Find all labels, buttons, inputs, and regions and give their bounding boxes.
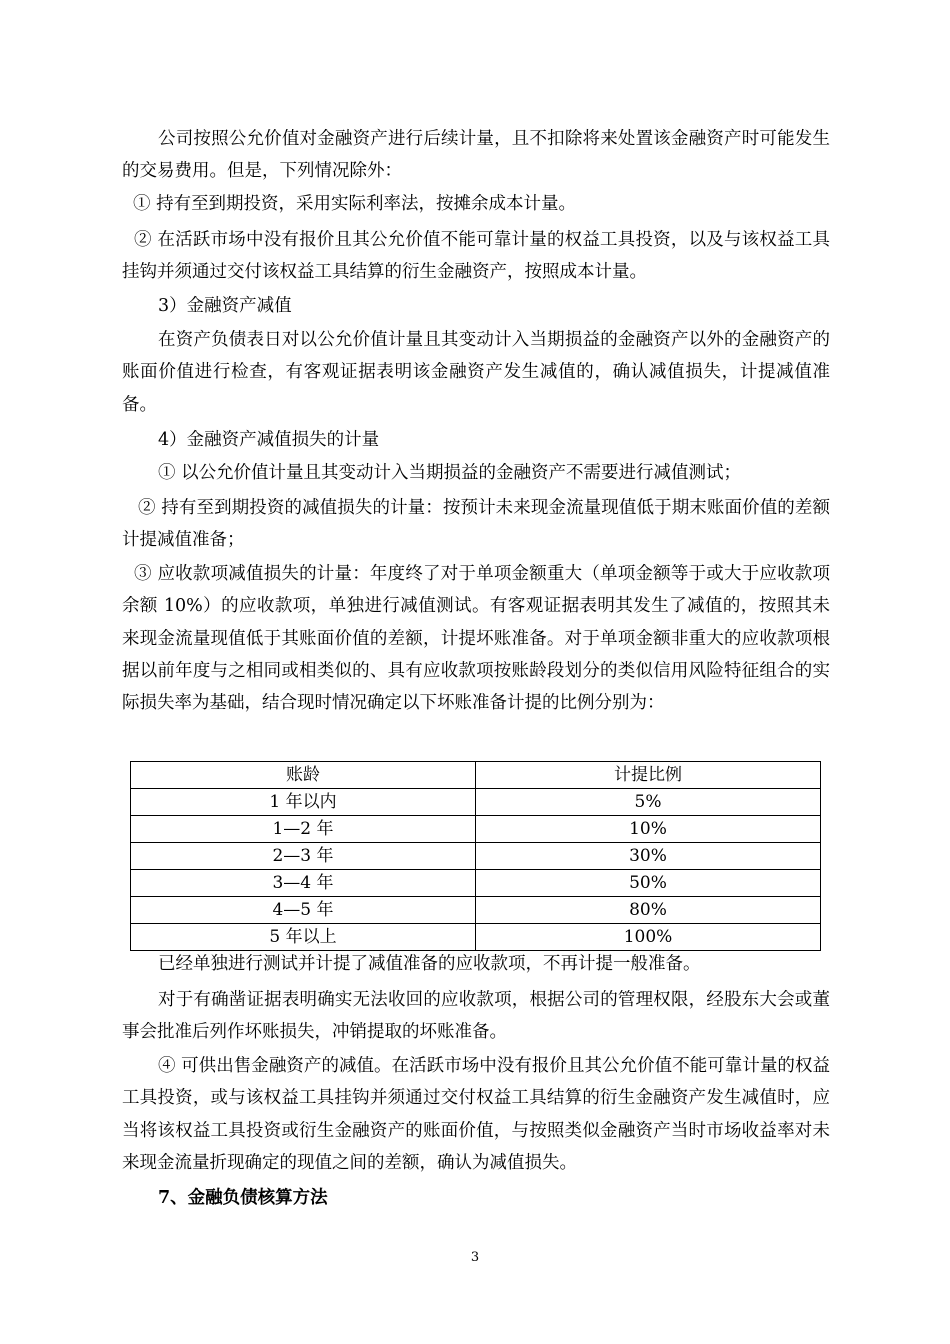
section-heading-impairment-measurement: 4）金融资产减值损失的计量 — [158, 430, 380, 450]
page-number: 3 — [470, 1250, 480, 1265]
bad-debt-ratio-table — [130, 761, 821, 951]
paragraph-receivables-impairment: ③ 应收款项减值损失的计量：年度终了对于单项金额重大（单项金额等于或大于应收款项余额 10%）的应收款项，单独进行减值测试。有客观证据表明其发生了减值的，按照其未来现金流量现值低于其账面价值的差额，计提坏账准备。对于单项金额非重大的应收款项根据以前年度与之相同或相类似的、具有应收款项按账龄段划分的类似信用风险特征组合的实际损失率为基础，结合现时情况确定以下坏账准备计提的比例分别为： — [122, 564, 830, 714]
table-cell-ratio: 80% — [476, 897, 821, 924]
table-cell-aging: 1 年以内 — [131, 789, 476, 816]
table-row — [131, 843, 821, 870]
paragraph-held-to-maturity-impairment: ② 持有至到期投资的减值损失的计量：按预计未来现金流量现值低于期末账面价值的差额计提减值准备； — [122, 498, 830, 551]
table-cell-aging: 2—3 年 — [131, 843, 476, 870]
table-cell-aging: 1—2 年 — [131, 816, 476, 843]
paragraph-equity-at-cost: ② 在活跃市场中没有报价且其公允价值不能可靠计量的权益工具投资，以及与该权益工具挂钩并须通过交付该权益工具结算的衍生金融资产，按照成本计量。 — [122, 230, 830, 283]
table-cell-aging: 3—4 年 — [131, 870, 476, 897]
table-header-ratio: 计提比例 — [476, 762, 821, 789]
table-row — [131, 897, 821, 924]
table-row — [131, 789, 821, 816]
paragraph-held-to-maturity: ① 持有至到期投资，采用实际利率法，按摊余成本计量。 — [133, 194, 577, 214]
paragraph-no-impairment-test: ① 以公允价值计量且其变动计入当期损益的金融资产不需要进行减值测试； — [158, 463, 742, 483]
table-cell-ratio: 10% — [476, 816, 821, 843]
paragraph-available-for-sale-impairment: ④ 可供出售金融资产的减值。在活跃市场中没有报价且其公允价值不能可靠计量的权益工具投资，或与该权益工具挂钩并须通过交付权益工具结算的衍生金融资产发生减值时，应当将该权益工具投资或衍生金融资产的账面价值，与按照类似金融资产当时市场收益率对未来现金流量折现确定的现值之间的差额，确认为减值损失。 — [122, 1056, 830, 1173]
table-row — [131, 816, 821, 843]
section-heading-financial-liabilities: 7、金融负债核算方法 — [158, 1188, 328, 1208]
table-cell-aging: 5 年以上 — [131, 924, 476, 951]
table-row — [131, 870, 821, 897]
paragraph-impairment-check: 在资产负债表日对以公允价值计量且其变动计入当期损益的金融资产以外的金融资产的账面价值进行检查，有客观证据表明该金融资产发生减值的，确认减值损失，计提减值准备。 — [122, 330, 830, 415]
table-cell-ratio: 50% — [476, 870, 821, 897]
paragraph-bad-debt-writeoff: 对于有确凿证据表明确实无法收回的应收款项，根据公司的管理权限，经股东大会或董事会批准后列作坏账损失，冲销提取的坏账准备。 — [122, 990, 830, 1043]
table-cell-ratio: 5% — [476, 789, 821, 816]
table-row — [131, 924, 821, 951]
paragraph-no-general-provision: 已经单独进行测试并计提了减值准备的应收款项，不再计提一般准备。 — [158, 954, 701, 974]
table-cell-ratio: 100% — [476, 924, 821, 951]
paragraph-fair-value-measurement: 公司按照公允价值对金融资产进行后续计量，且不扣除将来处置该金融资产时可能发生的交易费用。但是，下列情况除外： — [122, 129, 830, 182]
table-cell-aging: 4—5 年 — [131, 897, 476, 924]
table-header-aging: 账龄 — [131, 762, 476, 789]
section-heading-impairment: 3）金融资产减值 — [158, 296, 292, 316]
table-header-row — [131, 762, 821, 789]
table-cell-ratio: 30% — [476, 843, 821, 870]
